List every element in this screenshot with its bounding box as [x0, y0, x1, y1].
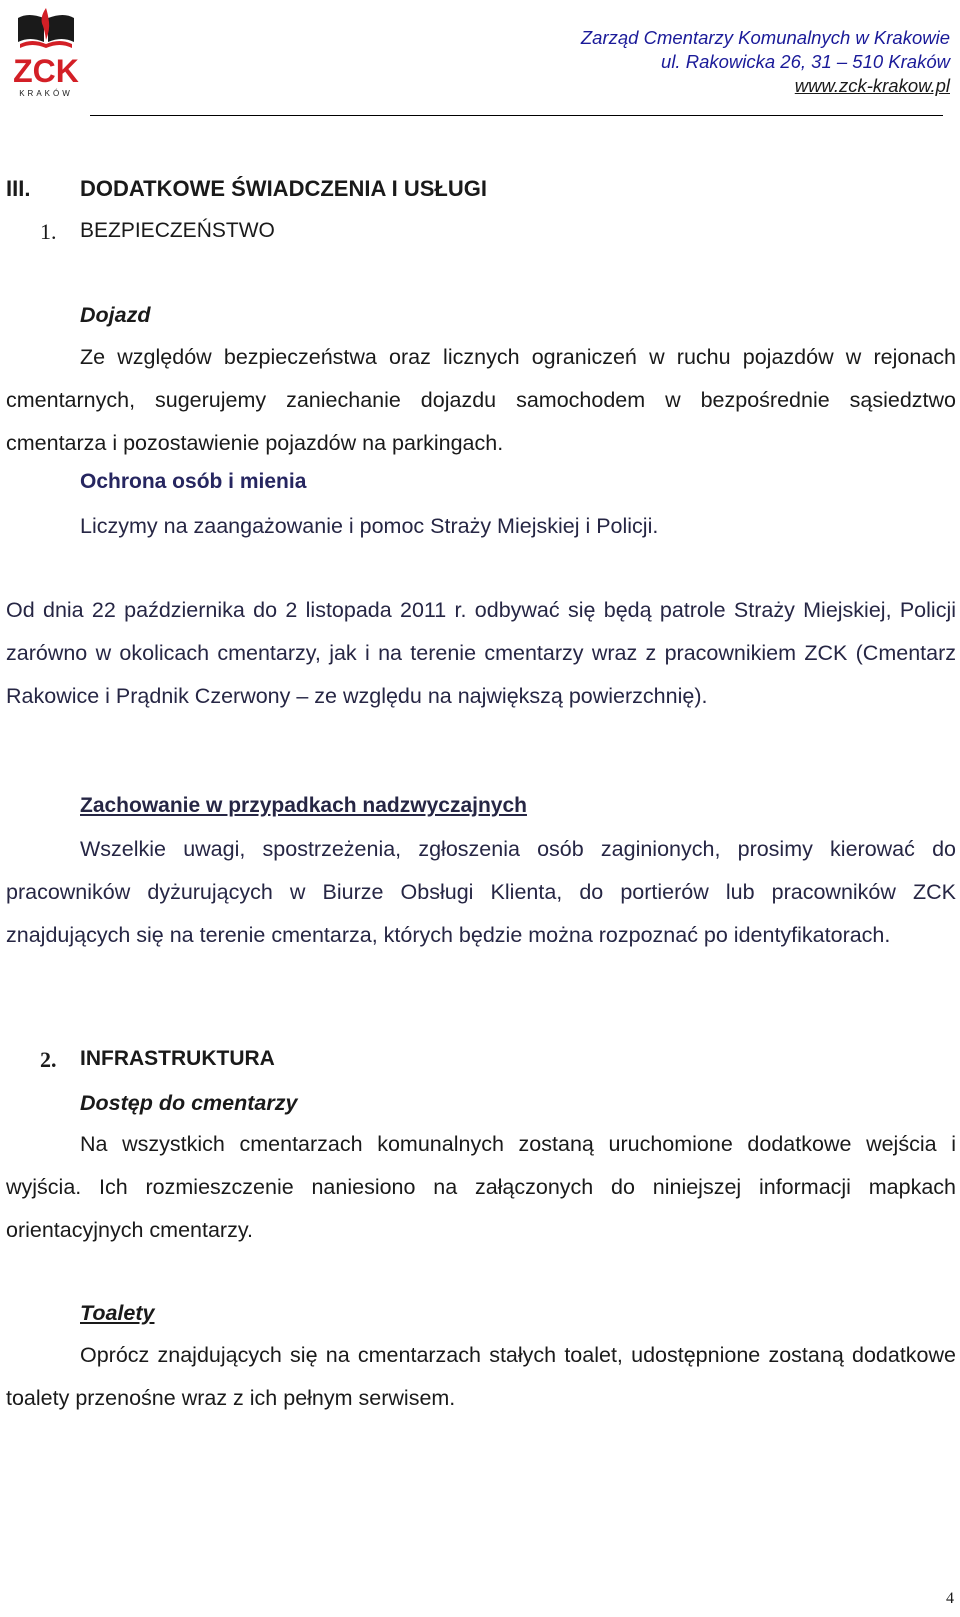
zachowanie-heading: Zachowanie w przypadkach nadzwyczajnych — [80, 794, 527, 817]
header-divider — [90, 115, 943, 116]
website-link[interactable]: www.zck-krakow.pl — [794, 75, 950, 96]
ochrona-heading: Ochrona osób i mienia — [80, 470, 307, 493]
logo-text: ZCK — [13, 53, 79, 89]
dostep-text: Na wszystkich cmentarzach komunalnych zostaną uruchomione dodatkowe wejścia i wyjścia. Ich rozmieszczenie naniesiono na załączonych do niniejszej informacji mapkach orientacyjnych cmentarzy. — [6, 1132, 956, 1242]
dostep-heading: Dostęp do cmentarzy — [80, 1091, 298, 1115]
dojazd-heading: Dojazd — [80, 303, 151, 327]
subsection-1-number: 1. — [40, 219, 57, 244]
subsection-2-number: 2. — [40, 1047, 57, 1072]
ochrona-text: Liczymy na zaangażowanie i pomoc Straży Miejskiej i Policji. — [80, 514, 659, 538]
section-number: III. — [6, 176, 31, 201]
org-address: ul. Rakowicka 26, 31 – 510 Kraków — [661, 51, 950, 72]
subsection-2-title: INFRASTRUKTURA — [80, 1047, 275, 1070]
toalety-heading: Toalety — [80, 1301, 155, 1325]
subsection-1-title: BEZPIECZEŃSTWO — [80, 219, 275, 242]
zachowanie-text: Wszelkie uwagi, spostrzeżenia, zgłoszenia osób zaginionych, prosimy kierować do pracowników dyżurujących w Biurze Obsługi Klienta, do portierów lub pracowników ZCK znajdujących się na terenie cmentarza, których będzie można rozpoznać po identyfikatorach. — [6, 837, 956, 947]
zck-logo — [6, 4, 86, 100]
logo-subtext: KRAKÓW — [19, 89, 73, 98]
book-flame-icon — [18, 8, 74, 48]
dojazd-text: Ze względów bezpieczeństwa oraz licznych ograniczeń w ruchu pojazdów w rejonach cmentarnych, sugerujemy zaniechanie dojazdu samochodem w bezpośrednie sąsiedztwo cmentarza i pozostawienie pojazdów na parkingach. — [6, 345, 956, 455]
section-title: DODATKOWE ŚWIADCZENIA I USŁUGI — [80, 176, 487, 201]
toalety-text: Oprócz znajdujących się na cmentarzach stałych toalet, udostępnione zostaną dodatkowe toalety przenośne wraz z ich pełnym serwisem. — [6, 1343, 956, 1410]
org-name: Zarząd Cmentarzy Komunalnych w Krakowie — [580, 27, 950, 48]
page-number: 4 — [946, 1590, 954, 1607]
patrole-text: Od dnia 22 października do 2 listopada 2011 r. odbywać się będą patrole Straży Miejskiej, Policji zarówno w okolicach cmentarzy, jak i na terenie cmentarzy wraz z pracownikiem ZCK (Cmentarz Rakowice i Prądnik Czerwony – ze względu na największą powierzchnię). — [6, 598, 956, 708]
header-info — [581, 26, 950, 98]
